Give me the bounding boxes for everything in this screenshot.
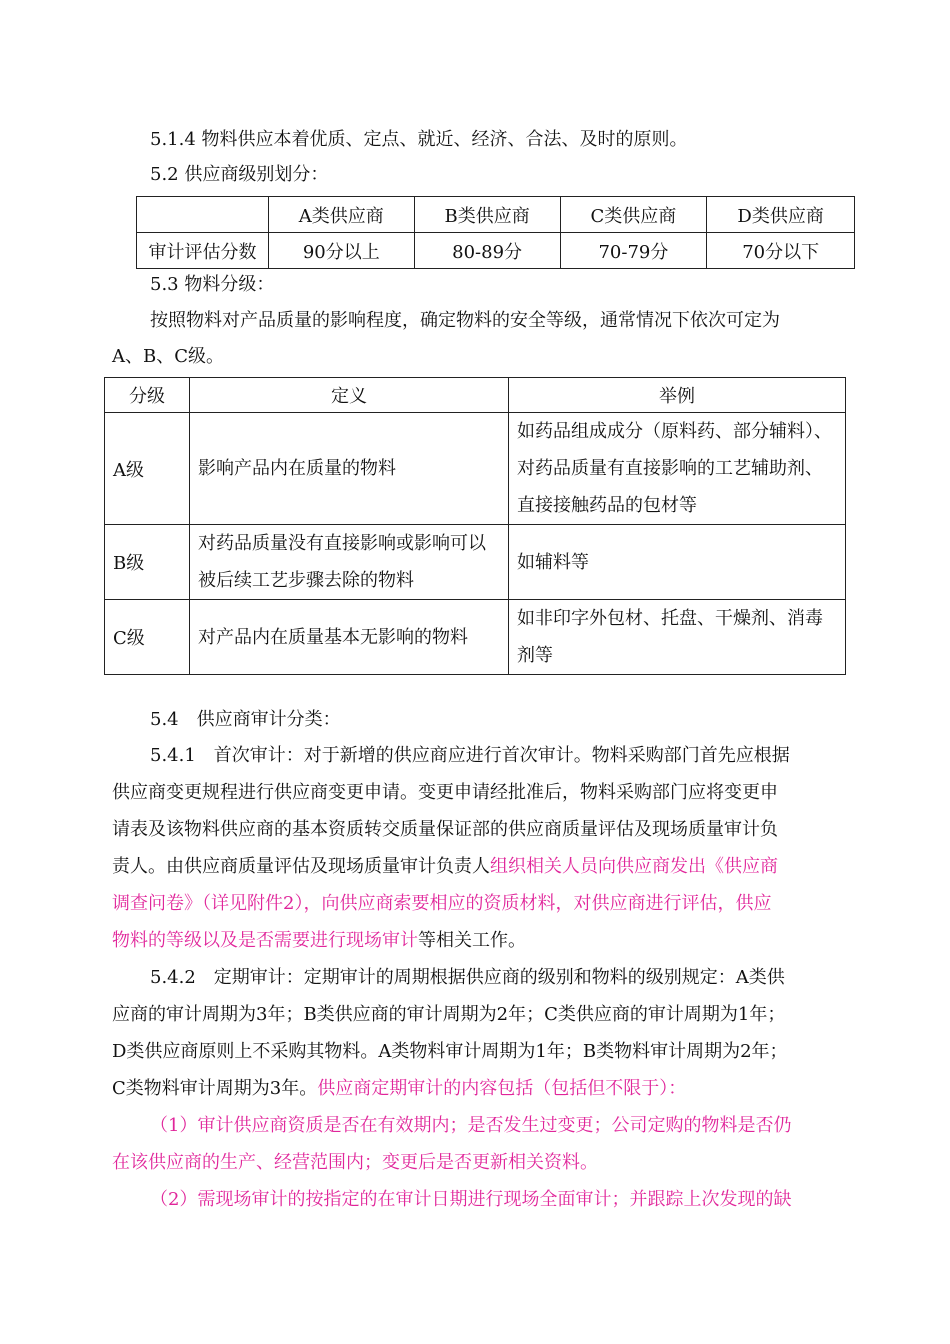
- table-cell: 70分以下: [707, 233, 855, 269]
- supplier-grade-table: [136, 196, 855, 269]
- paragraph-line: A、B、C级。: [112, 346, 224, 367]
- table-row-label: 审计评估分数: [137, 233, 269, 269]
- table-row: [105, 413, 846, 525]
- table-header-cell: 定义: [190, 378, 509, 413]
- text-run: 责人。由供应商质量评估及现场质量审计负责人: [112, 856, 490, 877]
- paragraph-line: [112, 928, 526, 954]
- definition-cell: 对药品质量没有直接影响或影响可以被后续工艺步骤去除的物料: [190, 525, 509, 600]
- paragraph-line: 按照物料对产品质量的影响程度，确定物料的安全等级，通常情况下依次可定为: [150, 310, 780, 331]
- table-row: [105, 600, 846, 675]
- text-run: C类物料审计周期为3年。: [112, 1078, 318, 1099]
- list-item: （1）审计供应商资质是否在有效期内；是否发生过变更；公司定购的物料是否仍: [150, 1115, 792, 1136]
- highlighted-text: 调查问卷》（详见附件2），向供应商索要相应的资质材料，对供应商进行评估，供应: [112, 893, 772, 914]
- section-5-4-heading: 5.4 供应商审计分类：: [150, 709, 341, 730]
- table-cell: 80-89分: [414, 233, 560, 269]
- definition-cell: 影响产品内在质量的物料: [190, 413, 509, 525]
- table-header-cell: B类供应商: [414, 197, 560, 233]
- grade-cell: C级: [105, 600, 190, 675]
- text-run: 等相关工作。: [418, 930, 526, 951]
- table-cell: 70-79分: [560, 233, 707, 269]
- grade-cell: B级: [105, 525, 190, 600]
- list-item: （2）需现场审计的按指定的在审计日期进行现场全面审计；并跟踪上次发现的缺: [150, 1189, 792, 1210]
- paragraph-line: 5.4.1 首次审计：对于新增的供应商应进行首次审计。物料采购部门首先应根据: [150, 745, 790, 766]
- section-5-3-heading: 5.3 物料分级：: [150, 274, 275, 295]
- paragraph-line: 请表及该物料供应商的基本资质转交质量保证部的供应商质量评估及现场质量审计负: [112, 819, 778, 840]
- example-cell: 如药品组成成分（原料药、部分辅料）、对药品质量有直接影响的工艺辅助剂、直接接触药品的包材等: [509, 413, 846, 525]
- highlighted-text: 组织相关人员向供应商发出《供应商: [490, 856, 778, 877]
- table-header-cell: D类供应商: [707, 197, 855, 233]
- table-row: [105, 525, 846, 600]
- table-header-cell: A类供应商: [269, 197, 415, 233]
- definition-cell: 对产品内在质量基本无影响的物料: [190, 600, 509, 675]
- paragraph-line: [112, 1076, 686, 1102]
- paragraph-line: 5.4.2 定期审计：定期审计的周期根据供应商的级别和物料的级别规定：A类供: [150, 967, 785, 988]
- section-5-1-4: 5.1.4 物料供应本着优质、定点、就近、经济、合法、及时的原则。: [150, 129, 688, 150]
- grade-cell: A级: [105, 413, 190, 525]
- highlighted-text: 物料的等级以及是否需要进行现场审计: [112, 930, 418, 951]
- highlighted-text: 供应商定期审计的内容包括（包括但不限于）：: [317, 1078, 687, 1099]
- example-cell: 如辅料等: [509, 525, 846, 600]
- section-5-2-heading: 5.2 供应商级别划分：: [150, 164, 329, 185]
- material-grade-table: [104, 377, 846, 675]
- table-header-cell: [137, 197, 269, 233]
- paragraph-line: D类供应商原则上不采购其物料。A类物料审计周期为1年；B类物料审计周期为2年；: [112, 1041, 788, 1062]
- table-cell: 90分以上: [269, 233, 415, 269]
- list-item: 在该供应商的生产、经营范围内；变更后是否更新相关资料。: [112, 1152, 598, 1173]
- example-cell: 如非印字外包材、托盘、干燥剂、消毒剂等: [509, 600, 846, 675]
- table-header-cell: 举例: [509, 378, 846, 413]
- table-header-cell: C类供应商: [560, 197, 707, 233]
- table-header-cell: 分级: [105, 378, 190, 413]
- paragraph-line: [112, 854, 778, 880]
- paragraph-line: 应商的审计周期为3年；B类供应商的审计周期为2年；C类供应商的审计周期为1年；: [112, 1004, 786, 1025]
- paragraph-line: 供应商变更规程进行供应商变更申请。变更申请经批准后，物料采购部门应将变更申: [112, 782, 778, 803]
